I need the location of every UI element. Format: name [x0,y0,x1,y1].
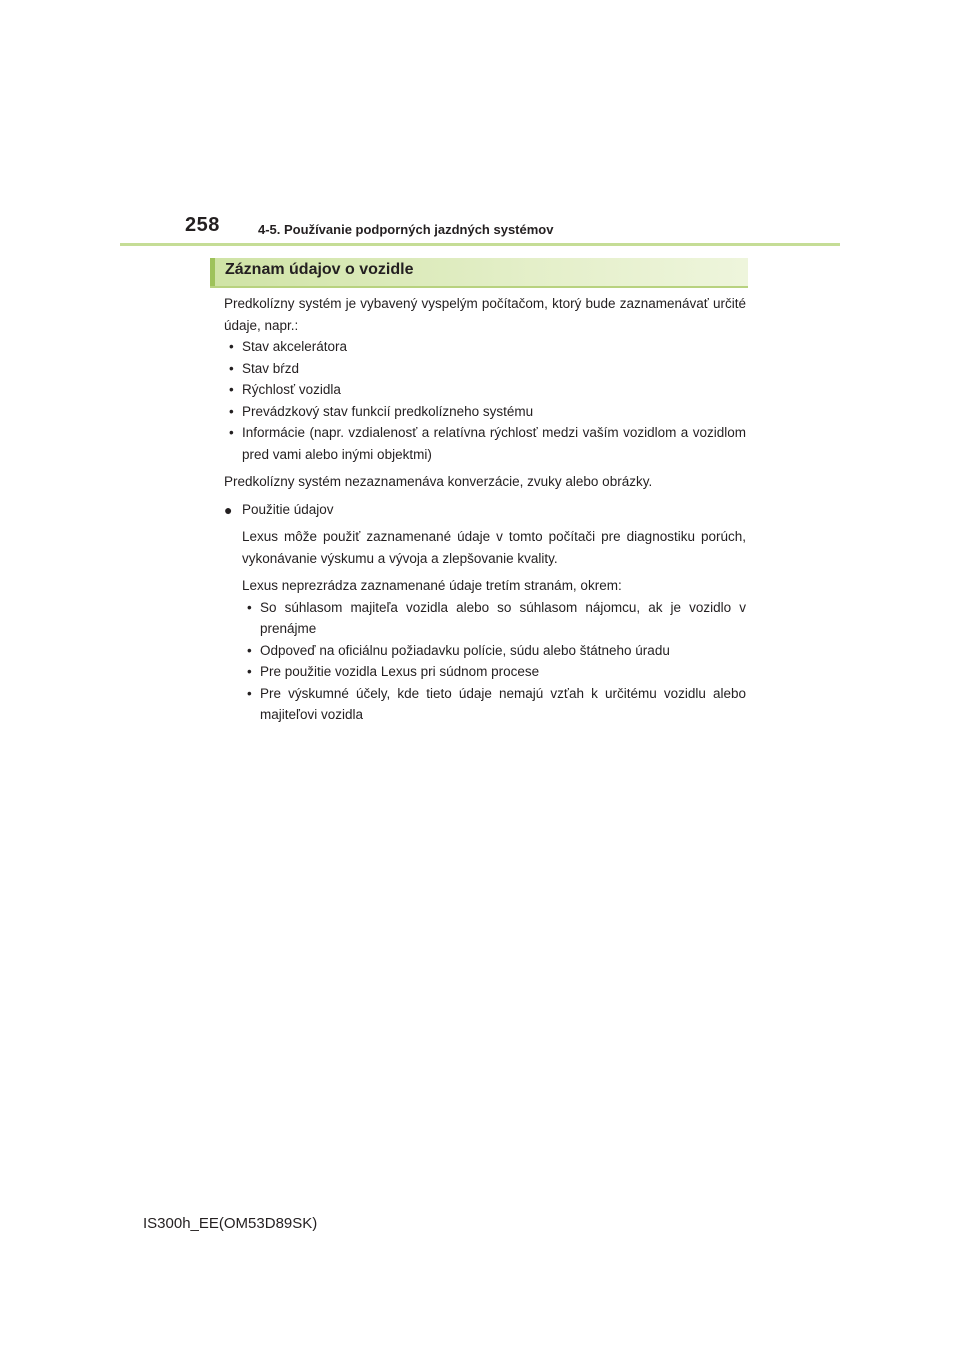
list-item: • Informácie (napr. vzdialenosť a relatívna rýchlosť medzi vaším vozidlom a vozidlom pred vami alebo inými objektmi) [224,422,746,465]
list-item: • Stav bŕzd [224,358,746,380]
chapter-title: 4-5. Používanie podporných jazdných systémov [258,222,554,237]
usage-heading-label: Použitie údajov [242,501,334,517]
usage-paragraph: Lexus môže použiť zaznamenané údaje v tomto počítači pre diagnostiku porúch, vykonávanie výskumu a vývoja a zlepšovanie kvality. [242,529,746,566]
section-heading-bar [210,258,748,288]
header-divider [120,243,840,246]
section-title: Záznam údajov o vozidle [225,261,414,278]
disclosure-exceptions-list [242,597,746,726]
list-item: • Stav akcelerátora [224,336,746,358]
document-code: IS300h_EE(OM53D89SK) [143,1215,318,1232]
recorded-data-list [224,336,746,465]
page-number: 258 [185,214,220,236]
list-item: • Pre použitie vozidla Lexus pri súdnom procese [242,661,746,683]
list-item: • Pre výskumné účely, kde tieto údaje nemajú vzťah k určitému vozidlu alebo majiteľovi vozidla [242,683,746,726]
section-body [224,293,746,732]
usage-block [224,526,746,726]
note-paragraph: Predkolízny systém nezaznamenáva konverzácie, zvuky alebo obrázky. [224,474,653,489]
list-item: • Rýchlosť vozidla [224,379,746,401]
list-item: • Odpoveď na oficiálnu požiadavku polície, súdu alebo štátneho úradu [242,640,746,662]
list-item: • Prevádzkový stav funkcií predkolízneho systému [224,401,746,423]
filled-circle-icon: ● [224,501,233,518]
usage-heading [224,499,746,521]
list-item: • So súhlasom majiteľa vozidla alebo so súhlasom nájomcu, ak je vozidlo v prenájme [242,597,746,640]
intro-paragraph: Predkolízny systém je vybavený vyspelým počítačom, ktorý bude zaznamenávať určité údaje, napr.: [224,296,746,333]
usage-paragraph: Lexus neprezrádza zaznamenané údaje tretím stranám, okrem: [242,578,622,593]
